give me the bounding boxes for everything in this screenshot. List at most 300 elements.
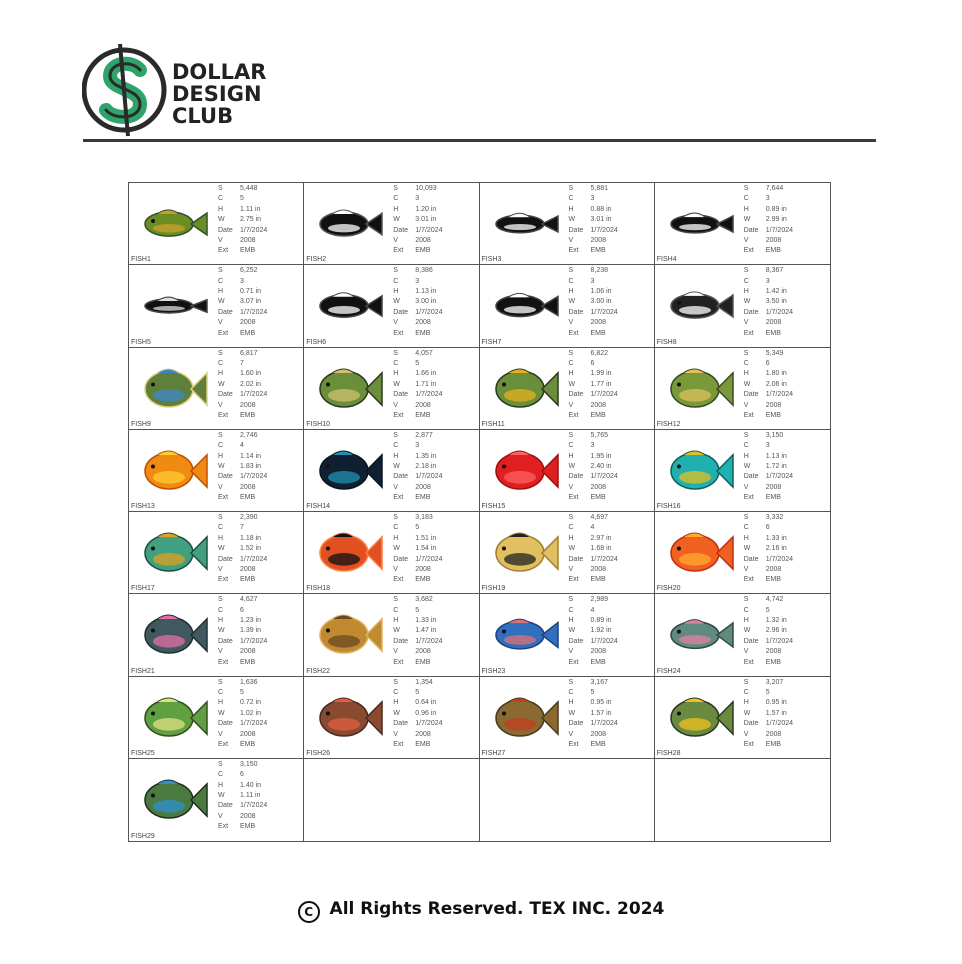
spec-label: W [393,709,400,717]
spec-row-date [218,390,267,400]
spec-label: S [218,514,223,521]
spec-value: 3 [415,277,420,285]
design-name: FISH21 [131,667,155,675]
design-cell [304,430,479,512]
spec-value: 4,627 [240,596,258,604]
fish-design-thumbnail [133,195,213,253]
spec-row-h [218,287,267,297]
spec-label: Ext [218,658,229,666]
spec-label: V [568,648,574,656]
spec-value: 3,332 [765,514,784,521]
spec-row-s [393,513,442,523]
design-cell [480,512,655,594]
spec-value: 5,349 [765,349,784,357]
spec-value: 2.06 in [765,380,787,388]
spec-value: 5 [415,524,420,532]
spec-row-c [744,277,793,287]
spec-row-h [569,698,618,708]
spec-label: Date [393,473,409,481]
spec-label: Date [743,720,759,728]
spec-value: 2,877 [415,431,433,439]
spec-value: 0.96 in [415,709,437,717]
spec-row-w [744,380,793,390]
spec-label: Date [218,720,233,728]
spec-value: 1.18 in [240,534,262,542]
spec-value: 1.51 in [415,534,437,542]
spec-label: W [743,216,751,224]
spec-row-v [569,318,618,328]
spec-label: S [743,267,749,275]
spec-row-v [744,647,793,657]
spec-row-h [393,205,442,215]
spec-row-h [218,616,267,626]
spec-row-c [393,277,442,287]
spec-row-v [569,483,618,493]
spec-label: W [568,462,576,470]
spec-row-ext [744,575,793,585]
spec-row-s [393,349,442,359]
spec-row-ext [218,740,267,750]
fish-design-thumbnail [484,277,564,335]
spec-label: S [393,678,398,686]
brand-line-3: CLUB [172,104,234,128]
spec-value: EMB [415,329,431,337]
spec-label: W [218,216,225,224]
fish-design-thumbnail [659,277,739,335]
design-specs [569,595,618,668]
spec-row-w [569,462,618,472]
spec-label: V [568,319,574,327]
spec-row-v [744,318,793,328]
spec-label: W [568,298,576,306]
design-cell [304,594,479,676]
spec-label: C [393,195,399,203]
spec-label: C [743,524,749,532]
spec-value: 1/7/2024 [240,473,268,481]
spec-label: Date [218,308,233,316]
spec-value: EMB [765,329,781,337]
spec-value: EMB [590,411,606,419]
spec-value: 2.02 in [240,380,262,388]
spec-label: W [218,545,225,553]
spec-label: C [568,524,574,532]
spec-label: Date [743,555,759,563]
spec-label: Date [743,391,759,399]
spec-row-h [744,698,793,708]
spec-label: Date [568,391,584,399]
spec-row-date [569,226,618,236]
spec-label: C [218,277,224,285]
spec-value: EMB [240,823,256,831]
spec-label: Ext [743,494,754,502]
spec-row-c [569,606,618,616]
spec-label: Ext [743,740,754,748]
spec-row-h [393,287,442,297]
spec-row-c [218,359,267,369]
spec-label: Ext [743,411,754,419]
spec-row-date [744,308,793,318]
spec-label: Date [743,308,759,316]
spec-label: C [393,359,399,367]
spec-label: V [393,730,398,738]
empty-cell [304,759,479,841]
spec-label: Ext [568,247,579,255]
spec-label: H [393,617,399,625]
spec-value: EMB [240,740,256,748]
spec-value: 3,150 [240,760,258,768]
spec-row-s [744,266,793,276]
spec-label: S [743,678,749,686]
spec-row-h [218,452,267,462]
spec-value: 8,238 [590,267,609,275]
spec-label: W [218,709,225,717]
spec-label: H [568,452,574,460]
spec-row-s [744,513,793,523]
spec-label: V [393,401,398,409]
spec-row-date [744,390,793,400]
spec-value: 6 [765,524,770,532]
spec-value: 4,057 [415,349,433,357]
spec-value: EMB [765,740,781,748]
spec-row-ext [393,658,442,668]
spec-value: 7 [240,524,244,532]
spec-row-w [218,544,267,554]
spec-row-h [218,205,267,215]
spec-label: V [743,648,749,656]
spec-label: S [743,349,749,357]
spec-label: S [393,185,398,192]
fish-design-thumbnail [133,606,213,664]
spec-label: W [218,791,225,799]
spec-value: EMB [240,247,256,255]
spec-row-c [218,523,267,533]
spec-label: H [218,452,224,460]
spec-value: 0.89 in [590,617,612,625]
design-specs [569,431,618,504]
fish-design-thumbnail [484,442,564,500]
spec-value: 2008 [590,401,607,409]
design-name: FISH12 [656,420,681,428]
spec-label: V [568,237,574,245]
spec-value: 5 [415,606,420,614]
spec-value: 1/7/2024 [415,308,443,316]
design-specs [744,678,793,751]
spec-row-s [218,431,267,441]
spec-row-v [569,730,618,740]
spec-label: C [743,195,749,203]
spec-label: C [743,277,749,285]
spec-row-h [393,452,442,462]
spec-row-date [218,555,267,565]
design-specs [218,349,267,422]
spec-row-v [218,647,267,657]
design-cell [480,183,655,265]
design-name: FISH27 [481,749,506,757]
spec-label: H [218,370,224,378]
spec-label: W [743,627,751,635]
empty-cell [655,759,830,841]
fish-design-thumbnail [484,606,564,664]
spec-value: 1.33 in [765,534,787,542]
spec-value: EMB [415,247,431,255]
spec-row-w [393,544,442,554]
spec-label: C [568,195,574,203]
spec-row-w [218,215,267,225]
spec-row-date [218,472,267,482]
spec-label: H [393,699,399,707]
spec-value: 2008 [415,648,431,656]
spec-value: 6 [240,771,244,779]
fish-design-thumbnail [484,195,564,253]
spec-label: C [393,688,399,696]
spec-value: 3 [415,195,420,203]
spec-value: EMB [590,658,606,666]
spec-label: Date [218,226,233,234]
spec-row-s [218,513,267,523]
spec-label: Ext [218,247,229,255]
spec-label: C [568,442,574,450]
design-specs [393,431,442,504]
spec-label: S [218,596,223,604]
design-specs [218,513,267,586]
spec-label: H [568,288,574,296]
spec-row-h [569,287,618,297]
fish-design-thumbnail [308,277,388,335]
spec-value: 3.01 in [590,216,612,224]
spec-value: 0.64 in [415,699,437,707]
spec-value: EMB [590,247,606,255]
spec-row-w [744,626,793,636]
spec-label: C [743,688,749,696]
spec-row-c [569,523,618,533]
spec-label: Ext [568,329,579,337]
design-name: FISH3 [481,256,502,264]
spec-value: 1.92 in [590,627,612,635]
spec-value: 6 [240,606,244,614]
design-name: FISH26 [306,749,330,757]
design-name: FISH25 [131,749,155,757]
spec-value: 1/7/2024 [590,473,618,481]
spec-row-w [569,215,618,225]
spec-label: V [743,566,749,574]
spec-label: Ext [568,494,579,502]
brand-line-1: DOLLAR [172,60,267,84]
spec-label: H [568,699,574,707]
spec-label: Date [218,555,233,563]
design-name: FISH19 [481,585,506,593]
spec-row-ext [218,493,267,503]
spec-row-s [569,266,618,276]
design-specs [744,266,793,339]
spec-value: 1.99 in [590,370,612,378]
spec-value: 1/7/2024 [240,226,268,234]
spec-label: H [743,534,749,542]
spec-value: 2.16 in [765,545,787,553]
spec-row-ext [218,575,267,585]
spec-value: 1/7/2024 [765,720,793,728]
spec-label: S [393,514,398,521]
fish-design-thumbnail [659,689,739,747]
spec-row-v [393,483,442,493]
spec-label: C [568,359,574,367]
copyright-icon: C [298,901,320,923]
spec-row-c [569,277,618,287]
spec-row-s [569,349,618,359]
spec-row-date [569,472,618,482]
spec-label: W [743,709,751,717]
spec-value: EMB [240,329,256,337]
design-cell [655,430,830,512]
spec-label: Date [393,391,409,399]
fish-design-thumbnail [133,442,213,500]
spec-value: 6,252 [240,267,258,275]
header-divider [83,139,876,142]
spec-value: 2008 [765,566,782,574]
spec-value: 2008 [765,401,782,409]
spec-label: W [393,462,400,470]
spec-row-w [569,544,618,554]
spec-value: 3,167 [590,678,609,686]
spec-value: 1/7/2024 [590,720,618,728]
spec-row-h [569,369,618,379]
spec-label: V [568,566,574,574]
spec-value: EMB [590,494,606,502]
design-name: FISH1 [131,256,151,264]
spec-value: 1/7/2024 [590,555,618,563]
spec-row-c [393,441,442,451]
spec-row-h [393,534,442,544]
spec-row-s [569,184,618,194]
spec-row-c [569,441,618,451]
spec-label: H [218,534,224,542]
spec-value: 0.71 in [240,288,262,296]
spec-label: V [393,319,398,327]
design-cell [129,512,304,594]
spec-value: 2008 [240,730,256,738]
spec-row-date [744,555,793,565]
copyright-footer [0,899,962,923]
spec-label: H [568,534,574,542]
spec-label: Date [218,637,233,645]
spec-label: V [218,319,223,327]
design-cell [480,348,655,430]
spec-value: 2008 [765,237,782,245]
copyright-text: All Rights Reserved. TEX INC. 2024 [329,899,665,919]
spec-row-date [218,226,267,236]
spec-row-c [218,688,267,698]
spec-value: 1,354 [415,678,433,686]
spec-label: H [743,452,749,460]
spec-row-v [569,647,618,657]
spec-row-date [393,226,442,236]
spec-label: H [218,617,224,625]
spec-label: V [218,237,223,245]
spec-row-s [393,678,442,688]
design-specs [393,513,442,586]
spec-value: 1/7/2024 [415,226,443,234]
spec-value: 1.42 in [765,288,787,296]
spec-row-v [744,401,793,411]
spec-value: 1.11 in [240,791,261,799]
spec-row-c [218,441,267,451]
spec-value: 4,742 [765,596,784,604]
spec-label: W [743,298,751,306]
design-name: FISH28 [656,749,681,757]
spec-value: 1.33 in [415,617,437,625]
spec-row-date [744,637,793,647]
fish-design-thumbnail [308,442,388,500]
spec-label: Date [743,637,759,645]
design-name: FISH2 [306,256,327,264]
spec-value: 2.40 in [590,462,612,470]
spec-label: V [743,319,749,327]
spec-label: H [393,452,399,460]
spec-label: H [743,617,749,625]
spec-label: Ext [393,494,404,502]
spec-row-c [393,606,442,616]
spec-value: 3 [590,277,595,285]
spec-row-date [393,719,442,729]
spec-row-v [393,318,442,328]
spec-label: Ext [393,740,404,748]
spec-row-w [218,462,267,472]
spec-label: H [743,288,749,296]
spec-value: 0.89 in [765,205,787,213]
spec-row-ext [393,411,442,421]
spec-value: 3,150 [765,431,784,439]
spec-value: 6,817 [240,349,258,357]
spec-row-v [569,236,618,246]
spec-row-h [218,781,267,791]
spec-label: S [568,431,574,439]
spec-value: 1/7/2024 [240,637,268,645]
spec-label: Ext [393,329,404,337]
design-specs [569,678,618,751]
design-cell [129,348,304,430]
spec-value: 2008 [590,566,607,574]
spec-label: W [568,380,576,388]
spec-label: V [393,483,398,491]
design-specs [218,678,267,751]
spec-value: EMB [765,247,781,255]
spec-row-s [393,266,442,276]
spec-label: Ext [393,411,404,419]
spec-row-h [744,369,793,379]
spec-row-h [569,452,618,462]
spec-label: Ext [743,658,754,666]
spec-row-s [218,595,267,605]
spec-value: 3 [415,442,420,450]
spec-label: S [568,349,574,357]
spec-label: Ext [218,740,229,748]
spec-row-v [393,236,442,246]
spec-row-ext [569,658,618,668]
spec-label: Date [568,555,584,563]
design-name: FISH5 [131,338,151,346]
spec-label: W [568,216,576,224]
spec-value: 1/7/2024 [590,391,618,399]
spec-label: H [218,205,224,213]
spec-value: 5,881 [590,185,609,192]
design-name: FISH8 [656,338,677,346]
spec-row-date [569,308,618,318]
spec-value: 0.95 in [590,699,612,707]
spec-row-c [744,688,793,698]
spec-label: H [568,370,574,378]
design-name: FISH7 [481,338,502,346]
spec-row-h [569,616,618,626]
spec-row-h [744,616,793,626]
